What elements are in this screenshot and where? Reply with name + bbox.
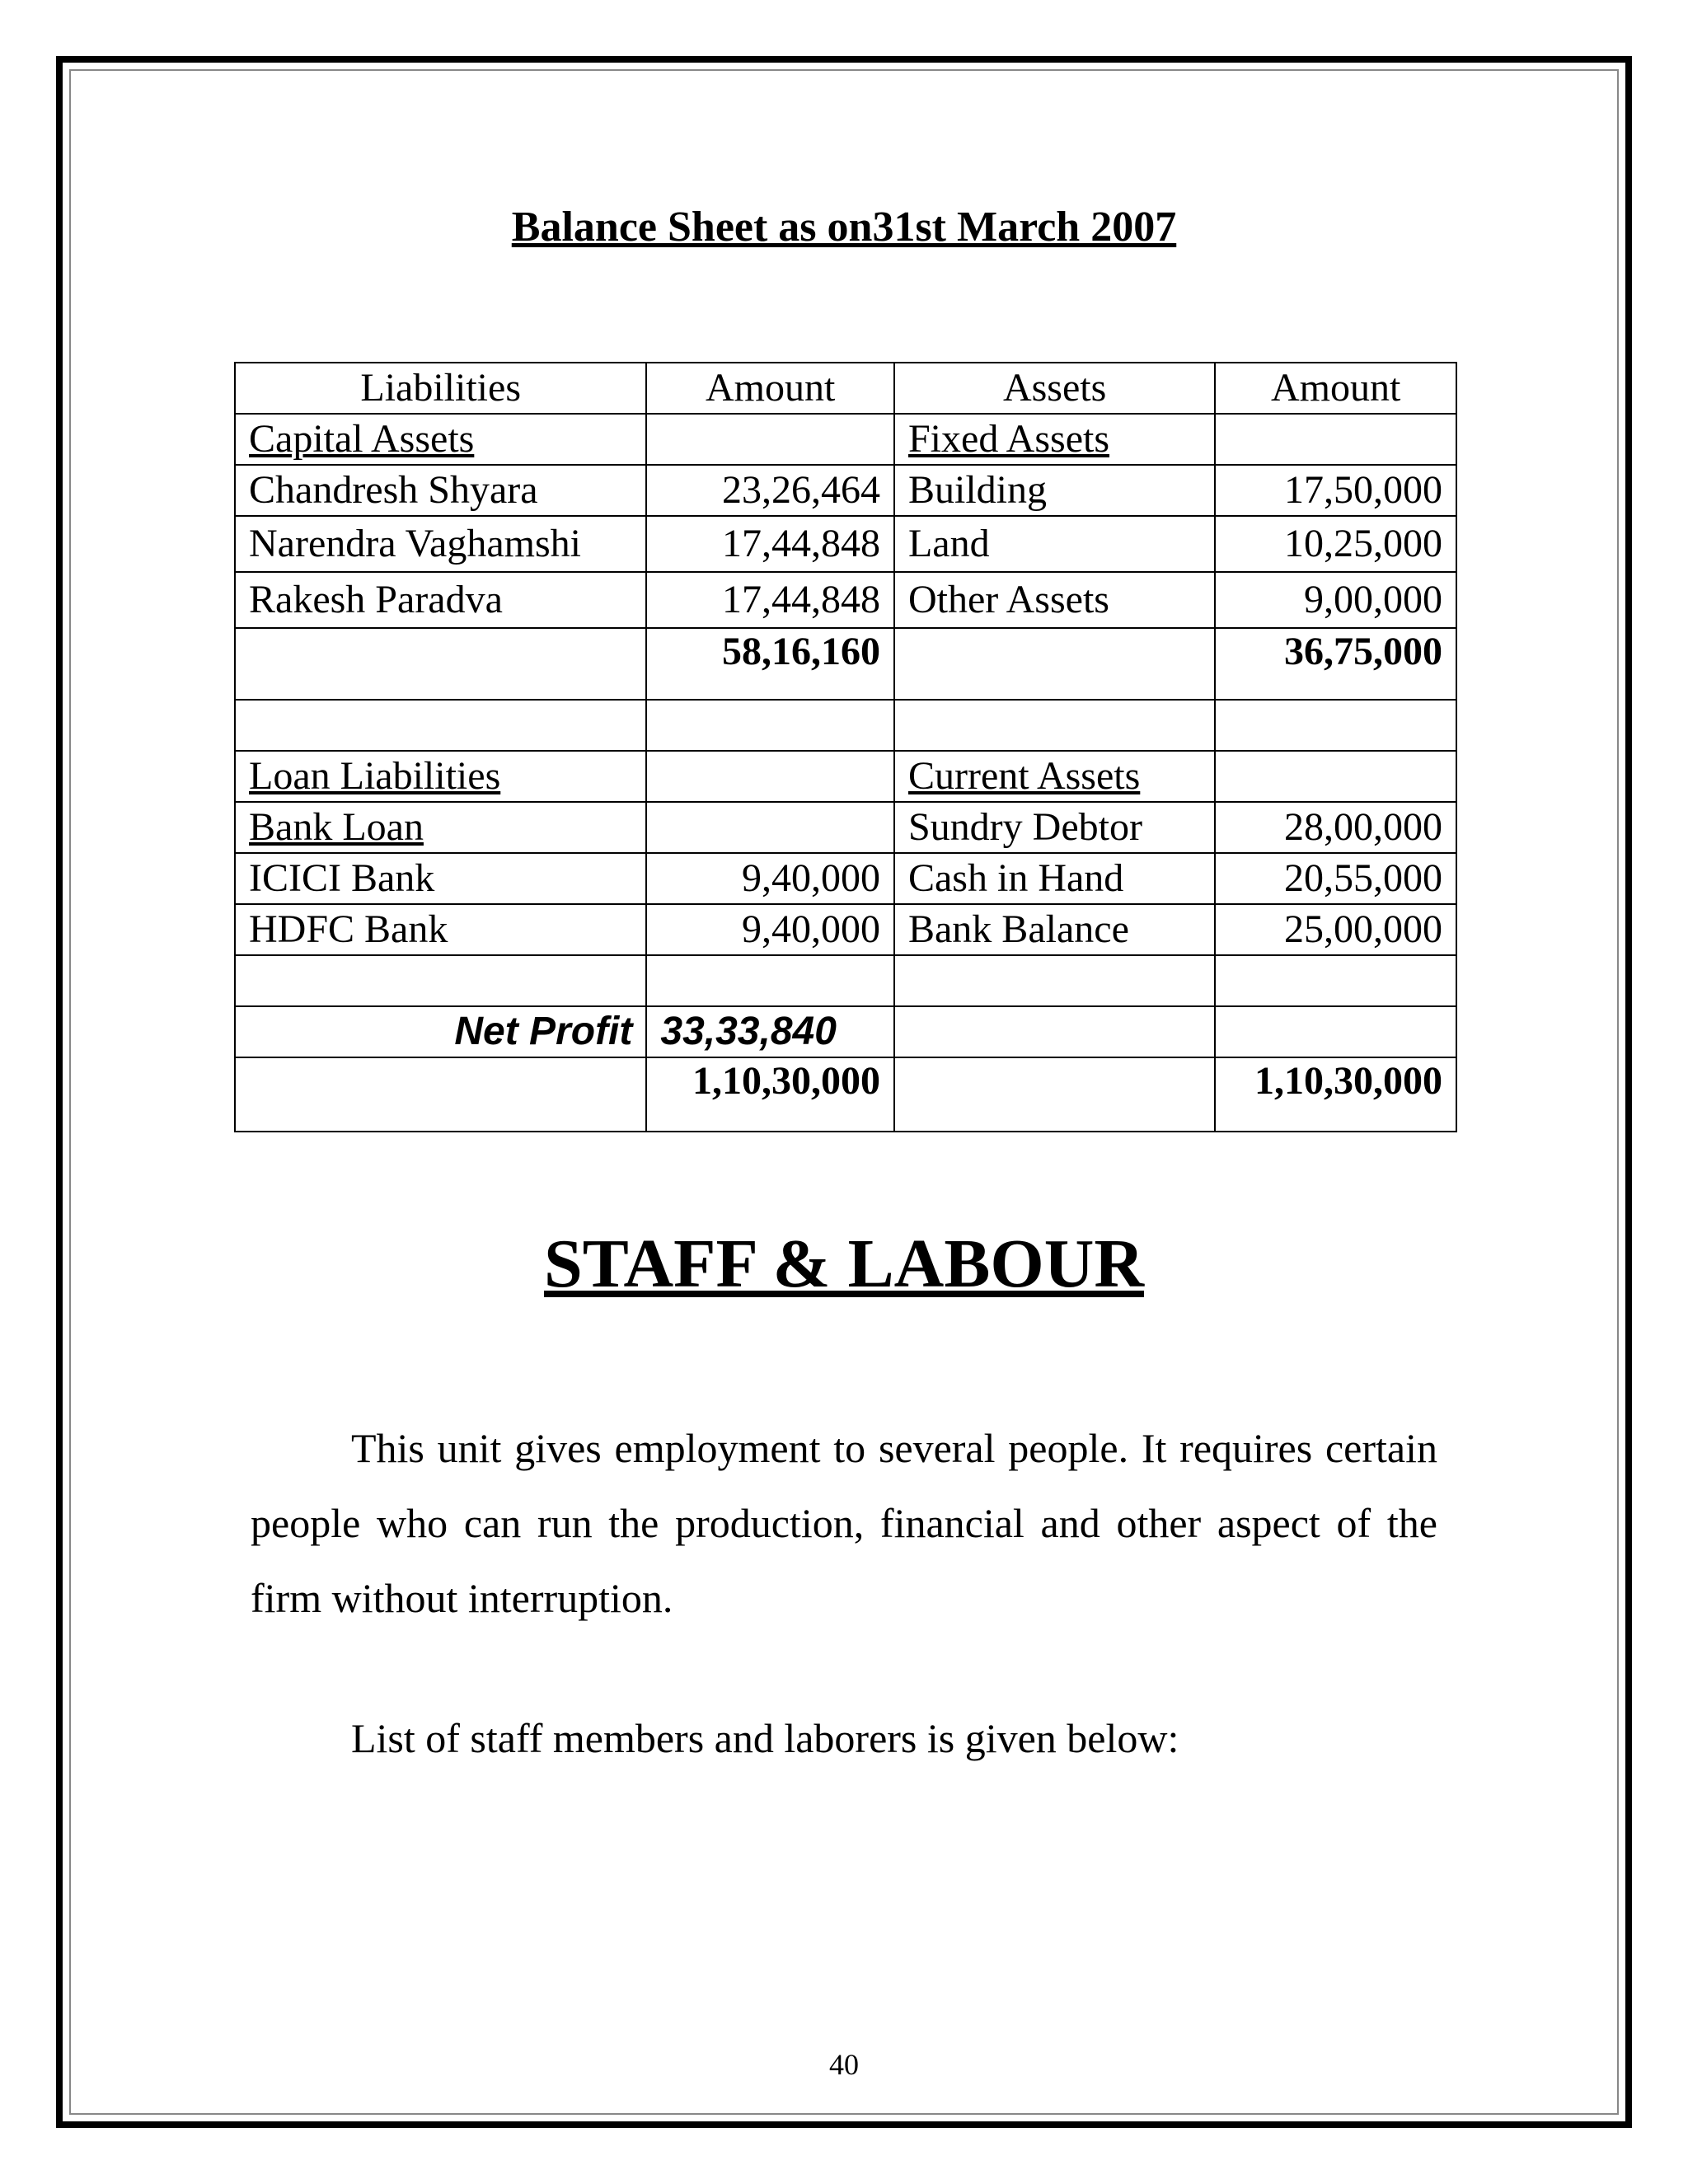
liability-cell: Rakesh Paradva bbox=[235, 572, 646, 628]
body-paragraph: This unit gives employment to several people. It requires certain people who can run the production, financial and other aspect of the firm without interruption. bbox=[251, 1425, 1437, 1621]
empty-cell bbox=[1215, 955, 1456, 1006]
table-header-row bbox=[235, 363, 1456, 414]
amount-cell: 10,25,000 bbox=[1215, 516, 1456, 572]
fixed-assets-total: 36,75,000 bbox=[1215, 628, 1456, 700]
liability-cell: Capital Assets bbox=[235, 414, 646, 465]
empty-cell bbox=[235, 955, 646, 1006]
net-profit-label: Net Profit bbox=[235, 1006, 646, 1057]
asset-cell: Current Assets bbox=[894, 751, 1215, 802]
assets-grand-total: 1,10,30,000 bbox=[1215, 1057, 1456, 1132]
empty-cell bbox=[1215, 700, 1456, 751]
table-row bbox=[235, 465, 1456, 516]
grand-total-row bbox=[235, 1057, 1456, 1132]
empty-cell bbox=[646, 955, 894, 1006]
asset-cell: Sundry Debtor bbox=[894, 802, 1215, 853]
header-amount: Amount bbox=[1215, 363, 1456, 414]
table-row bbox=[235, 904, 1456, 955]
liability-cell: Chandresh Shyara bbox=[235, 465, 646, 516]
empty-cell bbox=[235, 700, 646, 751]
header-assets: Assets bbox=[894, 363, 1215, 414]
list-intro: List of staff members and laborers is given below: bbox=[351, 1715, 1179, 1761]
balance-sheet-title: Balance Sheet as on31st March 2007 bbox=[511, 204, 1177, 251]
amount-cell: 23,26,464 bbox=[646, 465, 894, 516]
amount-cell: 17,50,000 bbox=[1215, 465, 1456, 516]
amount-cell: 9,00,000 bbox=[1215, 572, 1456, 628]
table-row bbox=[235, 853, 1456, 904]
empty-cell bbox=[894, 1006, 1215, 1057]
liability-cell: HDFC Bank bbox=[235, 904, 646, 955]
empty-cell bbox=[894, 700, 1215, 751]
table-row bbox=[235, 700, 1456, 751]
amount-cell bbox=[1215, 414, 1456, 465]
table-row bbox=[235, 572, 1456, 628]
empty-cell bbox=[894, 1057, 1215, 1132]
amount-cell: 17,44,848 bbox=[646, 572, 894, 628]
table-row bbox=[235, 751, 1456, 802]
empty-cell bbox=[1215, 1006, 1456, 1057]
amount-cell: 28,00,000 bbox=[1215, 802, 1456, 853]
header-amount: Amount bbox=[646, 363, 894, 414]
asset-cell: Building bbox=[894, 465, 1215, 516]
table-row bbox=[235, 802, 1456, 853]
liabilities-grand-total: 1,10,30,000 bbox=[646, 1057, 894, 1132]
page-number: 40 bbox=[829, 2048, 859, 2081]
amount-cell bbox=[1215, 751, 1456, 802]
amount-cell: 25,00,000 bbox=[1215, 904, 1456, 955]
amount-cell bbox=[646, 414, 894, 465]
table-row bbox=[235, 414, 1456, 465]
empty-cell bbox=[894, 955, 1215, 1006]
asset-cell: Bank Balance bbox=[894, 904, 1215, 955]
asset-cell: Other Assets bbox=[894, 572, 1215, 628]
balance-sheet-table bbox=[234, 362, 1457, 1132]
amount-cell: 20,55,000 bbox=[1215, 853, 1456, 904]
amount-cell: 9,40,000 bbox=[646, 853, 894, 904]
liability-cell: ICICI Bank bbox=[235, 853, 646, 904]
subtotal-row bbox=[235, 628, 1456, 700]
asset-cell bbox=[894, 628, 1215, 700]
section-heading: STAFF & LABOUR bbox=[543, 1226, 1145, 1302]
liability-cell: Bank Loan bbox=[235, 802, 646, 853]
asset-cell: Cash in Hand bbox=[894, 853, 1215, 904]
amount-cell: 17,44,848 bbox=[646, 516, 894, 572]
capital-total: 58,16,160 bbox=[646, 628, 894, 700]
liability-cell: Loan Liabilities bbox=[235, 751, 646, 802]
liability-cell bbox=[235, 628, 646, 700]
net-profit-amount: 33,33,840 bbox=[646, 1006, 894, 1057]
net-profit-row bbox=[235, 1006, 1456, 1057]
empty-cell bbox=[235, 1057, 646, 1132]
empty-cell bbox=[646, 700, 894, 751]
amount-cell bbox=[646, 751, 894, 802]
header-liabilities: Liabilities bbox=[235, 363, 646, 414]
amount-cell: 9,40,000 bbox=[646, 904, 894, 955]
amount-cell bbox=[646, 802, 894, 853]
asset-cell: Land bbox=[894, 516, 1215, 572]
table-row bbox=[235, 516, 1456, 572]
liability-cell: Narendra Vaghamshi bbox=[235, 516, 646, 572]
table-row bbox=[235, 955, 1456, 1006]
asset-cell: Fixed Assets bbox=[894, 414, 1215, 465]
